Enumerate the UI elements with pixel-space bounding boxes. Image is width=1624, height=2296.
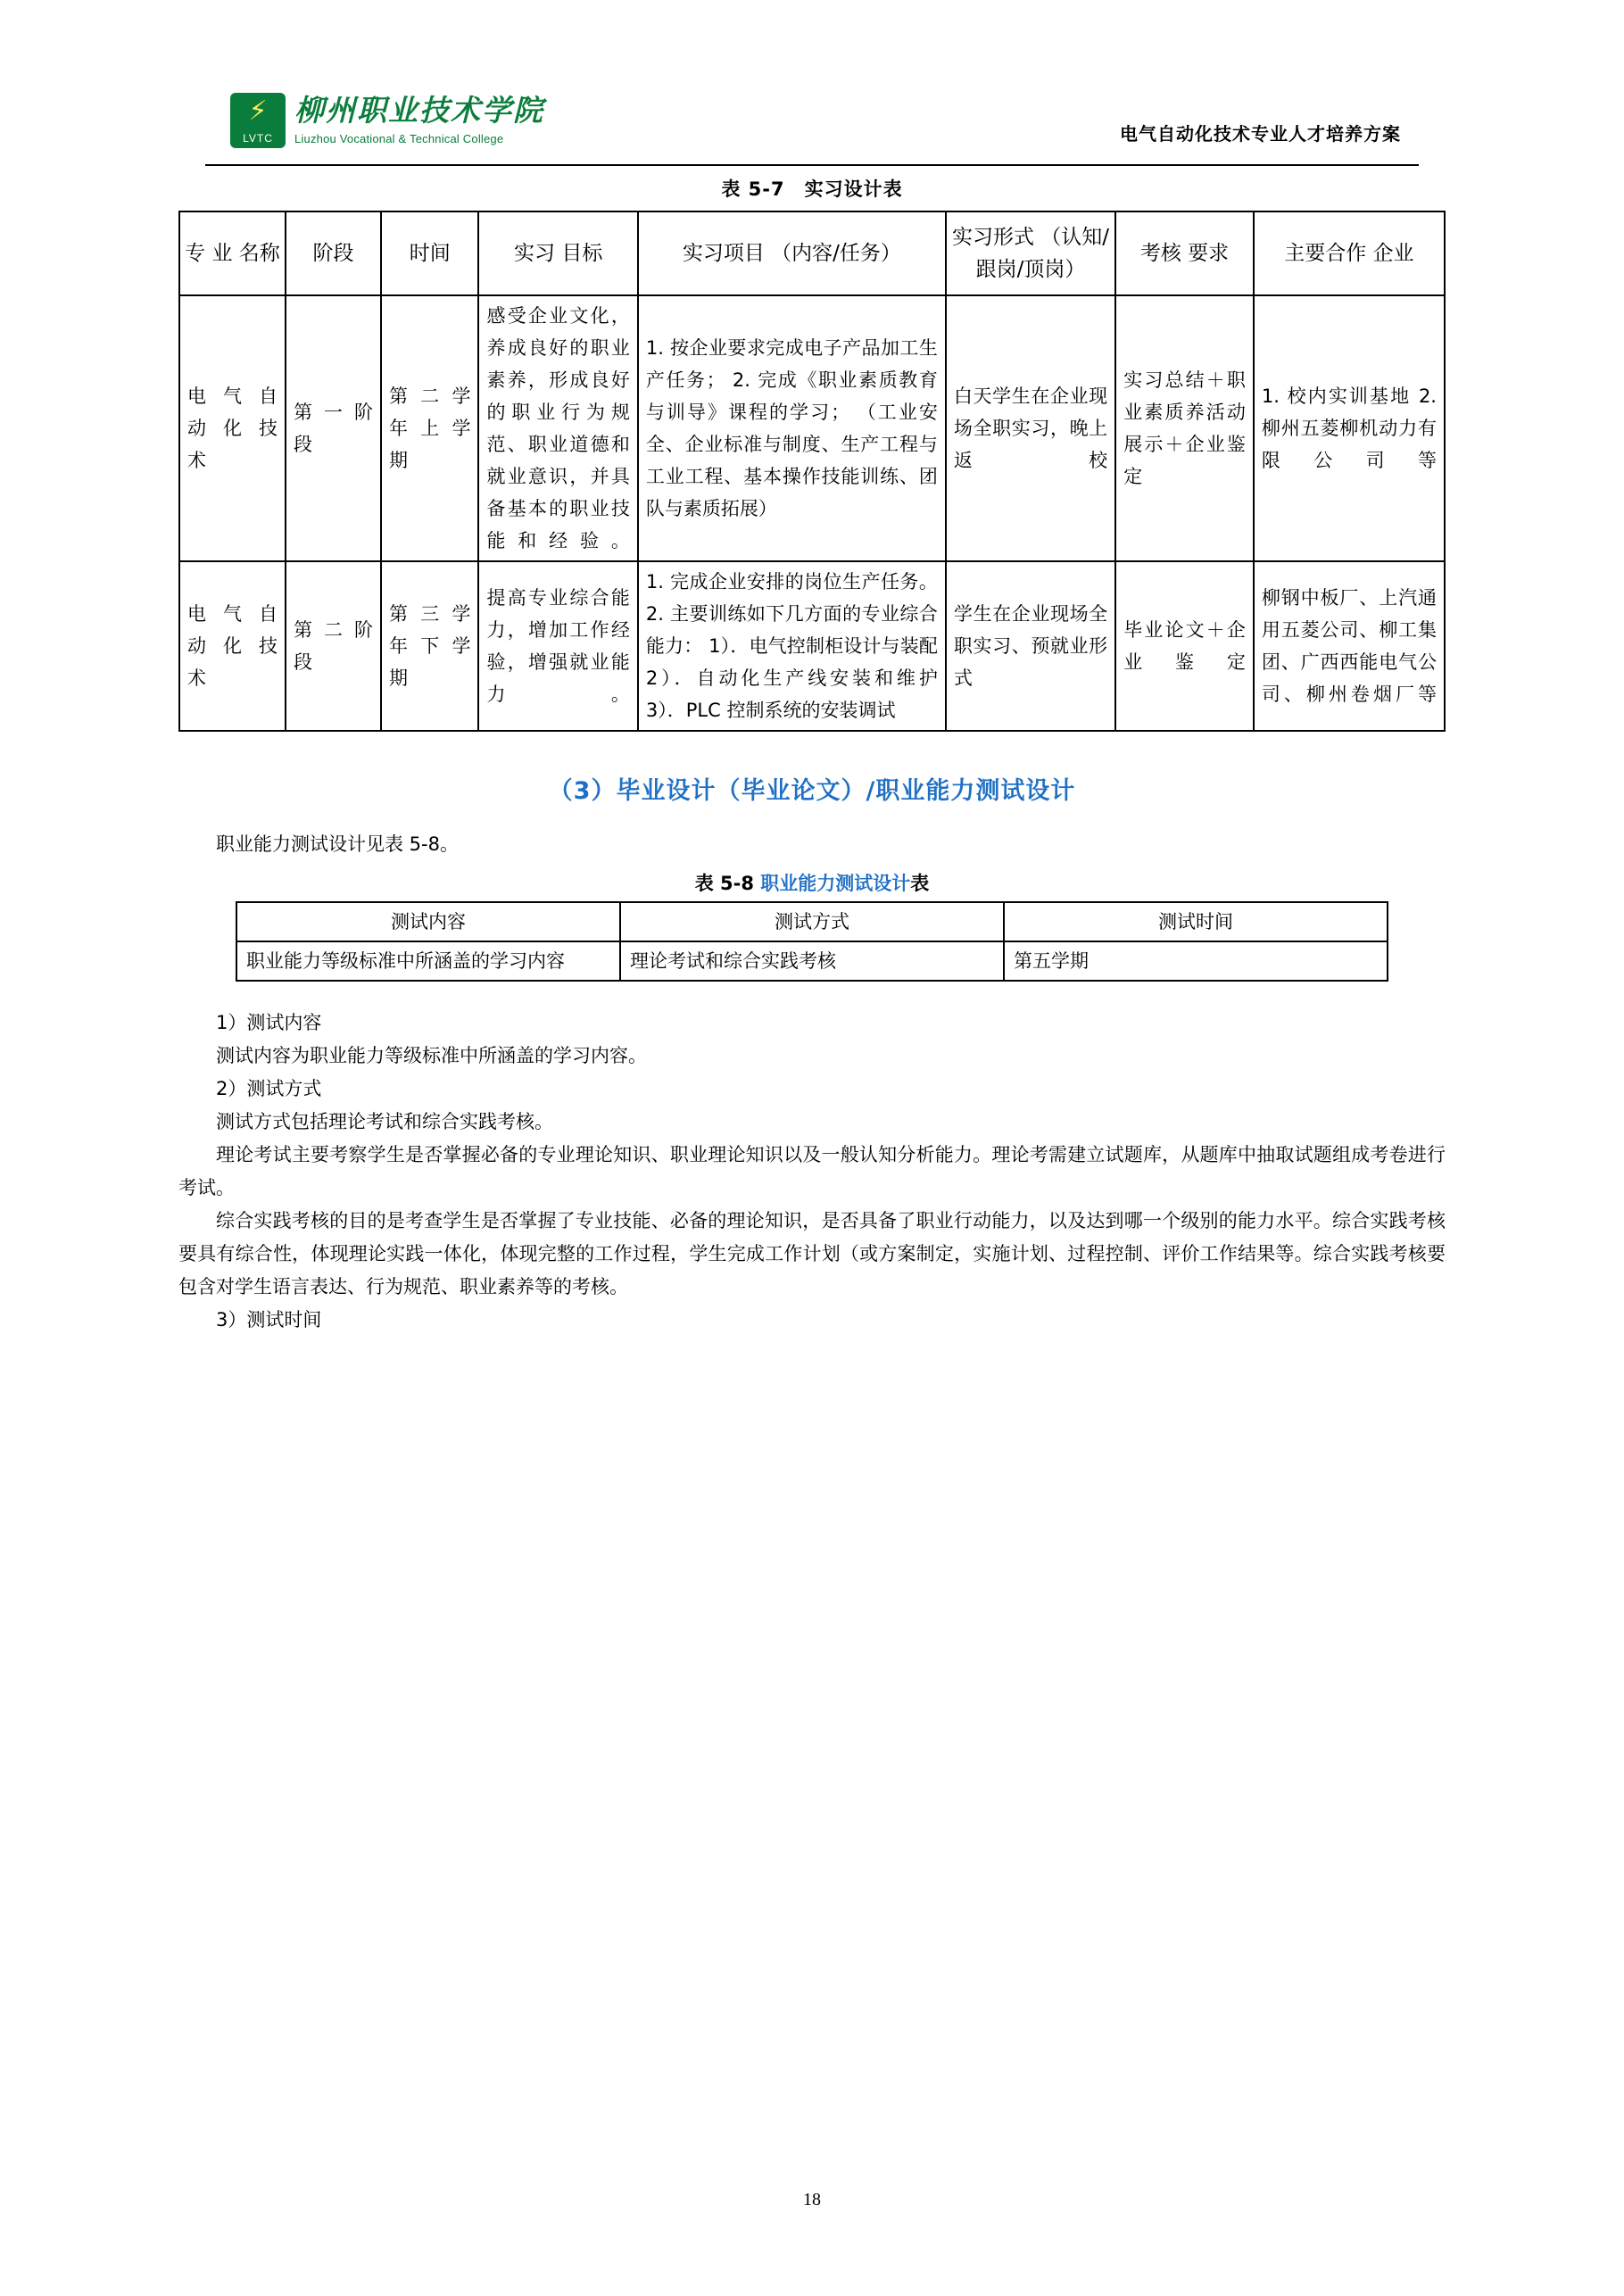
table57-caption — [178, 175, 1446, 202]
table-row — [179, 295, 1445, 561]
paragraph-4: 测试方式包括理论考试和综合实践考核。 — [216, 1111, 553, 1132]
paragraph-3: 2）测试方式 — [216, 1078, 322, 1099]
table57-caption-number: 表 5-7 — [721, 178, 785, 200]
cell-assess: 毕业论文＋企业鉴定 — [1115, 561, 1254, 731]
col-header-test-content: 测试内容 — [236, 902, 620, 941]
cell-test-content: 职业能力等级标准中所涵盖的学习内容 — [236, 941, 620, 981]
cell-form: 学生在企业现场全职实习、预就业形式 — [946, 561, 1115, 731]
cell-project: 1. 按企业要求完成电子产品加工生产任务； 2. 完成《职业素质教育与训导》课程的学习； （工业安全、企业标准与制度、生产工程与工业工程、基本操作技能训练、团队与素质拓展） — [638, 295, 946, 561]
cell-stage: 第 一 阶段 — [286, 295, 381, 561]
table-row — [179, 561, 1445, 731]
page-content — [178, 175, 1446, 1337]
table58-caption-title: 职业能力测试设计 — [760, 873, 911, 894]
header-divider — [205, 164, 1419, 166]
logo-abbr: LVTC — [243, 132, 273, 145]
paragraph-1: 1）测试内容 — [216, 1012, 322, 1033]
paragraph-6: 综合实践考核的目的是考查学生是否掌握了专业技能、必备的理论知识，是否具备了职业行动能力，以及达到哪一个级别的能力水平。综合实践考核要具有综合性，体现理论实践一体化，体现完整的工作过程，学生完成工作计划（或方案制定，实施计划、过程控制、评价工作结果等。综合实践考核要包含对学生语言表达、行为规范、职业素养等的考核。 — [178, 1210, 1446, 1297]
lightning-bolt-icon: ⚡ — [248, 95, 268, 127]
col-header-assess: 考核 要求 — [1115, 211, 1254, 295]
cell-form: 白天学生在企业现场全职实习，晚上返校 — [946, 295, 1115, 561]
logo-title-cn: 柳州职业技术学院 — [294, 93, 544, 128]
cell-test-method: 理论考试和综合实践考核 — [620, 941, 1004, 981]
table58-caption — [178, 869, 1446, 896]
cell-major: 电 气 自 动 化 技 术 — [179, 561, 286, 731]
internship-design-table — [178, 211, 1446, 732]
page-header — [205, 86, 1419, 168]
body-text-block — [178, 1007, 1446, 1337]
table-header-row — [236, 902, 1388, 941]
paragraph-7: 3）测试时间 — [216, 1309, 322, 1330]
cell-goal: 感受企业文化，养成良好的职业素养，形成良好的职业行为规范、职业道德和就业意识，并具备基本的职业技能和经验。 — [478, 295, 637, 561]
cell-company: 1. 校内实训基地 2. 柳州五菱柳机动力有限公司等 — [1254, 295, 1445, 561]
section3-intro: 职业能力测试设计见表 5-8。 — [216, 833, 459, 855]
document-running-title: 电气自动化技术专业人才培养方案 — [1120, 123, 1401, 145]
logo-mark-icon — [230, 93, 286, 148]
col-header-stage: 阶段 — [286, 211, 381, 295]
page-number: 18 — [803, 2190, 821, 2209]
ability-test-design-table — [236, 901, 1388, 982]
col-header-form: 实习形式 （认知/跟岗/顶岗） — [946, 211, 1115, 295]
paragraph-5: 理论考试主要考察学生是否掌握必备的专业理论知识、职业理论知识以及一般认知分析能力。理论考需建立试题库，从题库中抽取试题组成考卷进行考试。 — [178, 1144, 1446, 1198]
section-heading-3: （3）毕业设计（毕业论文）/职业能力测试设计 — [548, 777, 1076, 805]
college-logo — [230, 93, 544, 148]
cell-goal: 提高专业综合能力，增加工作经验，增强就业能力 。 — [478, 561, 637, 731]
cell-assess: 实习总结＋职业素质养活动展示＋企业鉴定 — [1115, 295, 1254, 561]
table57-caption-title: 实习设计表 — [804, 178, 903, 200]
cell-time: 第 二 学 年 上 学 期 — [381, 295, 478, 561]
table-header-row — [179, 211, 1445, 295]
cell-time: 第 三 学 年 下 学 期 — [381, 561, 478, 731]
table-row — [236, 941, 1388, 981]
paragraph-2: 测试内容为职业能力等级标准中所涵盖的学习内容。 — [216, 1045, 647, 1066]
col-header-company: 主要合作 企业 — [1254, 211, 1445, 295]
col-header-major: 专 业 名称 — [179, 211, 286, 295]
cell-major: 电 气 自 动 化 技 术 — [179, 295, 286, 561]
col-header-test-time: 测试时间 — [1004, 902, 1388, 941]
col-header-goal: 实习 目标 — [478, 211, 637, 295]
table58-caption-number: 表 5-8 — [694, 873, 754, 894]
cell-project: 1. 完成企业安排的岗位生产任务。 2. 主要训练如下几方面的专业综合能力： 1）．电气控制柜设计与装配 2）．自动化生产线安装和维护 3）．PLC 控制系统的安装调试 — [638, 561, 946, 731]
col-header-test-method: 测试方式 — [620, 902, 1004, 941]
cell-company: 柳钢中板厂、上汽通用五菱公司、柳工集团、广西西能电气公司、柳州卷烟厂等 — [1254, 561, 1445, 731]
col-header-time: 时间 — [381, 211, 478, 295]
cell-stage: 第 二 阶段 — [286, 561, 381, 731]
cell-test-time: 第五学期 — [1004, 941, 1388, 981]
table58-caption-tail: 表 — [910, 873, 930, 894]
logo-title-en: Liuzhou Vocational & Technical College — [294, 132, 504, 145]
col-header-project: 实习项目 （内容/任务） — [638, 211, 946, 295]
